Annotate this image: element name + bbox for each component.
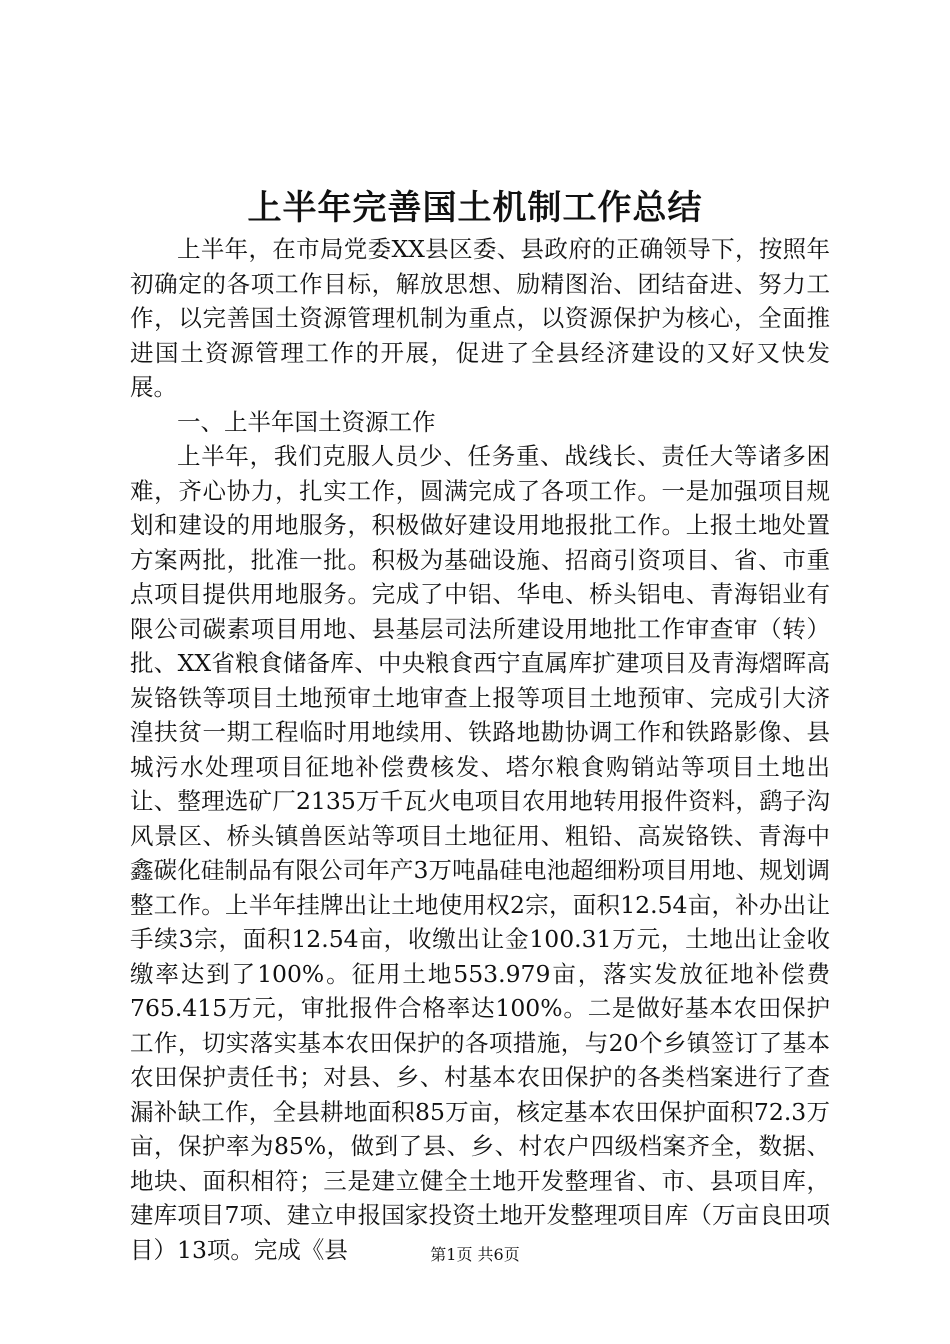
intro-paragraph: 上半年，在市局党委XX县区委、县政府的正确领导下，按照年初确定的各项工作目标，解放思想、励精图治、团结奋进、努力工作，以完善国土资源管理机制为重点，以资源保护为核心，全面推进国土资源管理工作的开展，促进了全县经济建设的又好又快发展。: [130, 235, 830, 401]
body-paragraph: 上半年，我们克服人员少、任务重、战线长、责任大等诸多困难，齐心协力，扎实工作，圆满完成了各项工作。一是加强项目规划和建设的用地服务，积极做好建设用地报批工作。上报土地处置方案两批，批准一批。积极为基础设施、招商引资项目、省、市重点项目提供用地服务。完成了中铝、华电、桥头铝电、青海铝业有限公司碳素项目用地、县基层司法所建设用地批工作审查审（转）批、XX省粮食储备库、中央粮食西宁直属库扩建项目及青海熠晖高炭铬铁等项目土地预审土地审查上报等项目土地预审、完成引大济湟扶贫一期工程临时用地续用、铁路地勘协调工作和铁路影像、县城污水处理项目征地补偿费核发、塔尔粮食购销站等项目土地出让、整理选矿厂2135万千瓦火电项目农用地转用报件资料，鹞子沟风景区、桥头镇兽医站等项目土地征用、粗铅、高炭铬铁、青海中鑫碳化硅制品有限公司年产3万吨晶硅电池超细粉项目用地、规划调整工作。上半年挂牌出让土地使用权2宗，面积12.54亩，补办出让手续3宗，面积12.54亩，收缴出让金100.31万元，土地出让金收缴率达到了100%。征用土地553.979亩，落实发放征地补偿费765.415万元，审批报件合格率达100%。二是做好基本农田保护工作，切实落实基本农田保护的各项措施，与20个乡镇签订了基本农田保护责任书；对县、乡、村基本农田保护的各类档案进行了查漏补缺工作，全县耕地面积85万亩，核定基本农田保护面积72.3万亩，保护率为85%，做到了县、乡、村农户四级档案齐全，数据、地块、面积相符；三是建立健全土地开发整理省、市、县项目库，建库项目7项、建立申报国家投资土地开发整理项目库（万亩良田项目）13项。完成《县: [130, 442, 830, 1264]
document-body: [130, 232, 830, 1267]
document-title: 上半年完善国土机制工作总结: [247, 188, 703, 228]
section-heading: 一、上半年国土资源工作: [177, 407, 436, 436]
page-footer: 第1页 共6页: [430, 1245, 520, 1264]
